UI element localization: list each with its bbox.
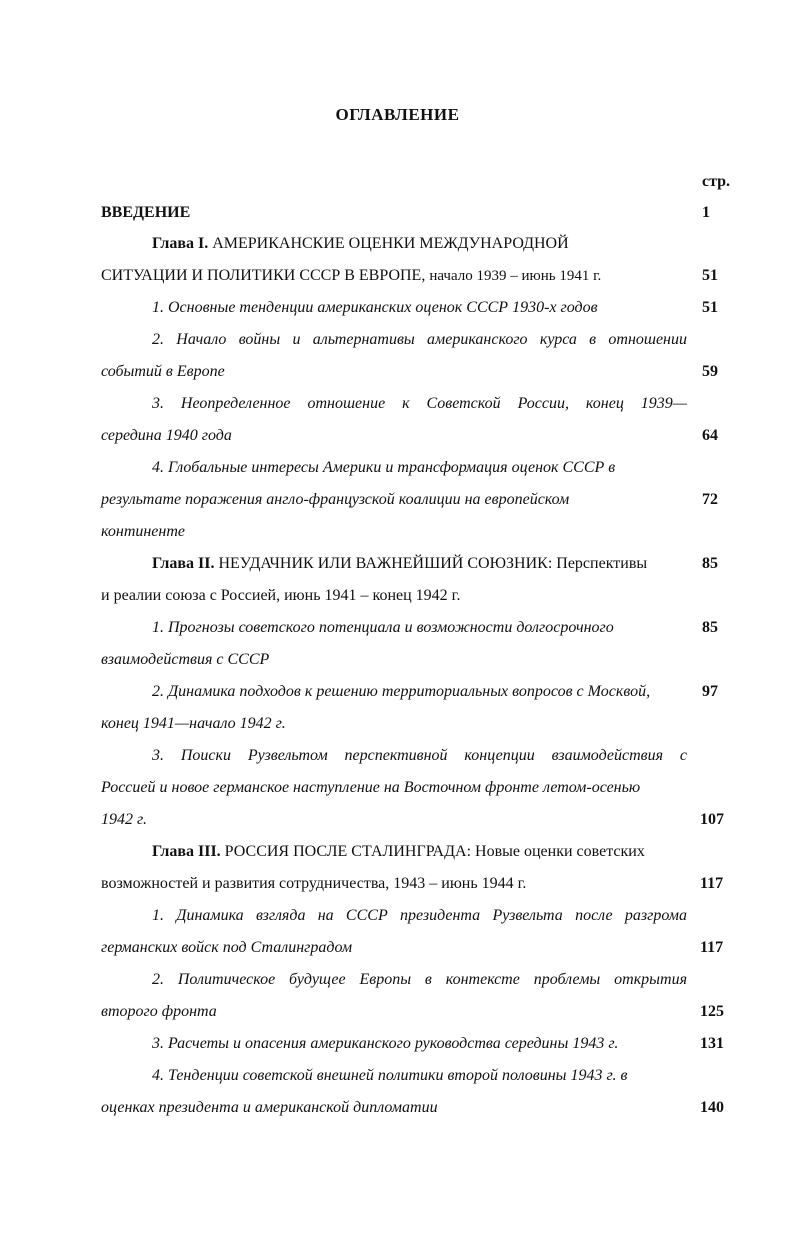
toc-entry-section-2-3-cont[interactable]: Россией и новое германское наступление на Восточном фронте летом-осенью	[101, 779, 641, 796]
page-title: ОГЛАВЛЕНИЕ	[335, 105, 460, 124]
chapter-prefix: Глава III.	[152, 843, 221, 860]
chapter-title: СИТУАЦИИ И ПОЛИТИКИ СССР В ЕВРОПЕ,	[101, 267, 426, 284]
toc-entry-section-3-1-cont[interactable]: германских войск под Сталинградом	[101, 939, 353, 956]
toc-entry-section-2-3-cont[interactable]: 1942 г.	[101, 811, 148, 828]
chapter-period: начало 1939 – июнь 1941 г.	[429, 268, 602, 284]
toc-entry-section-1-4-cont[interactable]: континенте	[101, 523, 185, 540]
toc-entry-section-1-4[interactable]: 4. Глобальные интересы Америки и трансформация оценок СССР в	[152, 459, 616, 476]
toc-entry-section-1-3[interactable]: 3. Неопределенное отношение к Советской России, конец 1939—	[152, 395, 687, 412]
chapter-prefix: Глава I.	[152, 235, 209, 252]
page-number: 131	[700, 1035, 724, 1052]
toc-entry-section-2-2[interactable]: 2. Динамика подходов к решению территориальных вопросов с Москвой,	[152, 683, 651, 700]
page-number: 125	[700, 1003, 724, 1020]
toc-entry-section-3-1[interactable]: 1. Динамика взгляда на СССР президента Рузвельта после разгрома	[152, 907, 687, 924]
toc-entry-chapter-1[interactable]	[152, 234, 569, 254]
toc-entry-section-3-2[interactable]: 2. Политическое будущее Европы в контексте проблемы открытия	[152, 971, 687, 988]
page-number: 72	[702, 491, 718, 508]
toc-entry-section-3-3[interactable]: 3. Расчеты и опасения американского руководства середины 1943 г.	[152, 1035, 619, 1052]
chapter-title: РОССИЯ ПОСЛЕ СТАЛИНГРАДА: Новые оценки советских	[224, 843, 645, 860]
toc-entry-section-1-1[interactable]: 1. Основные тенденции американских оценок СССР 1930-х годов	[152, 299, 598, 316]
page-number: 85	[702, 555, 718, 572]
toc-entry-section-3-4-cont[interactable]: оценках президента и американской дипломатии	[101, 1099, 438, 1116]
toc-entry-section-3-2-cont[interactable]: второго фронта	[101, 1003, 217, 1020]
toc-entry-chapter-2[interactable]	[152, 554, 647, 574]
chapter-title: АМЕРИКАНСКИЕ ОЦЕНКИ МЕЖДУНАРОДНОЙ	[212, 235, 569, 252]
toc-entry-section-2-1[interactable]: 1. Прогнозы советского потенциала и возможности долгосрочного	[152, 619, 614, 636]
toc-entry-section-2-2-cont[interactable]: конец 1941—начало 1942 г.	[101, 715, 286, 732]
toc-entry-section-1-2[interactable]: 2. Начало войны и альтернативы американского курса в отношении	[152, 331, 687, 348]
toc-entry-section-2-3[interactable]: 3. Поиски Рузвельтом перспективной концепции взаимодействия с	[152, 747, 687, 764]
page-number: 117	[700, 875, 724, 892]
toc-entry-chapter-2-cont[interactable]: и реалии союза с Россией, июнь 1941 – конец 1942 г.	[101, 587, 461, 604]
toc-entry-section-1-2-cont[interactable]: событий в Европе	[101, 363, 225, 380]
pages-column-header: стр.	[702, 173, 731, 190]
toc-entry-chapter-3-cont[interactable]: возможностей и развития сотрудничества, 1943 – июнь 1944 г.	[101, 875, 527, 892]
page-number: 97	[702, 683, 718, 700]
page-number: 1	[702, 204, 710, 221]
toc-entry-chapter-1-cont[interactable]	[101, 266, 601, 286]
page-number: 107	[700, 811, 724, 828]
page-number: 51	[702, 267, 718, 284]
toc-entry-section-1-4-cont[interactable]: результате поражения англо-французской коалиции на европейском	[101, 491, 570, 508]
page-number: 140	[700, 1099, 724, 1116]
page-number: 117	[700, 939, 724, 956]
toc-entry-intro[interactable]: ВВЕДЕНИЕ	[101, 204, 191, 221]
chapter-title: НЕУДАЧНИК ИЛИ ВАЖНЕЙШИЙ СОЮЗНИК: Перспективы	[218, 555, 648, 572]
page-number: 59	[702, 363, 718, 380]
toc-entry-section-2-1-cont[interactable]: взаимодействия с СССР	[101, 651, 270, 668]
page-number: 64	[702, 427, 718, 444]
toc-entry-chapter-3[interactable]	[152, 842, 645, 862]
toc-entry-section-1-3-cont[interactable]: середина 1940 года	[101, 427, 232, 444]
page-number: 51	[702, 299, 718, 316]
page-number: 85	[702, 619, 718, 636]
chapter-prefix: Глава II.	[152, 555, 215, 572]
toc-entry-section-3-4[interactable]: 4. Тенденции советской внешней политики второй половины 1943 г. в	[152, 1067, 628, 1084]
